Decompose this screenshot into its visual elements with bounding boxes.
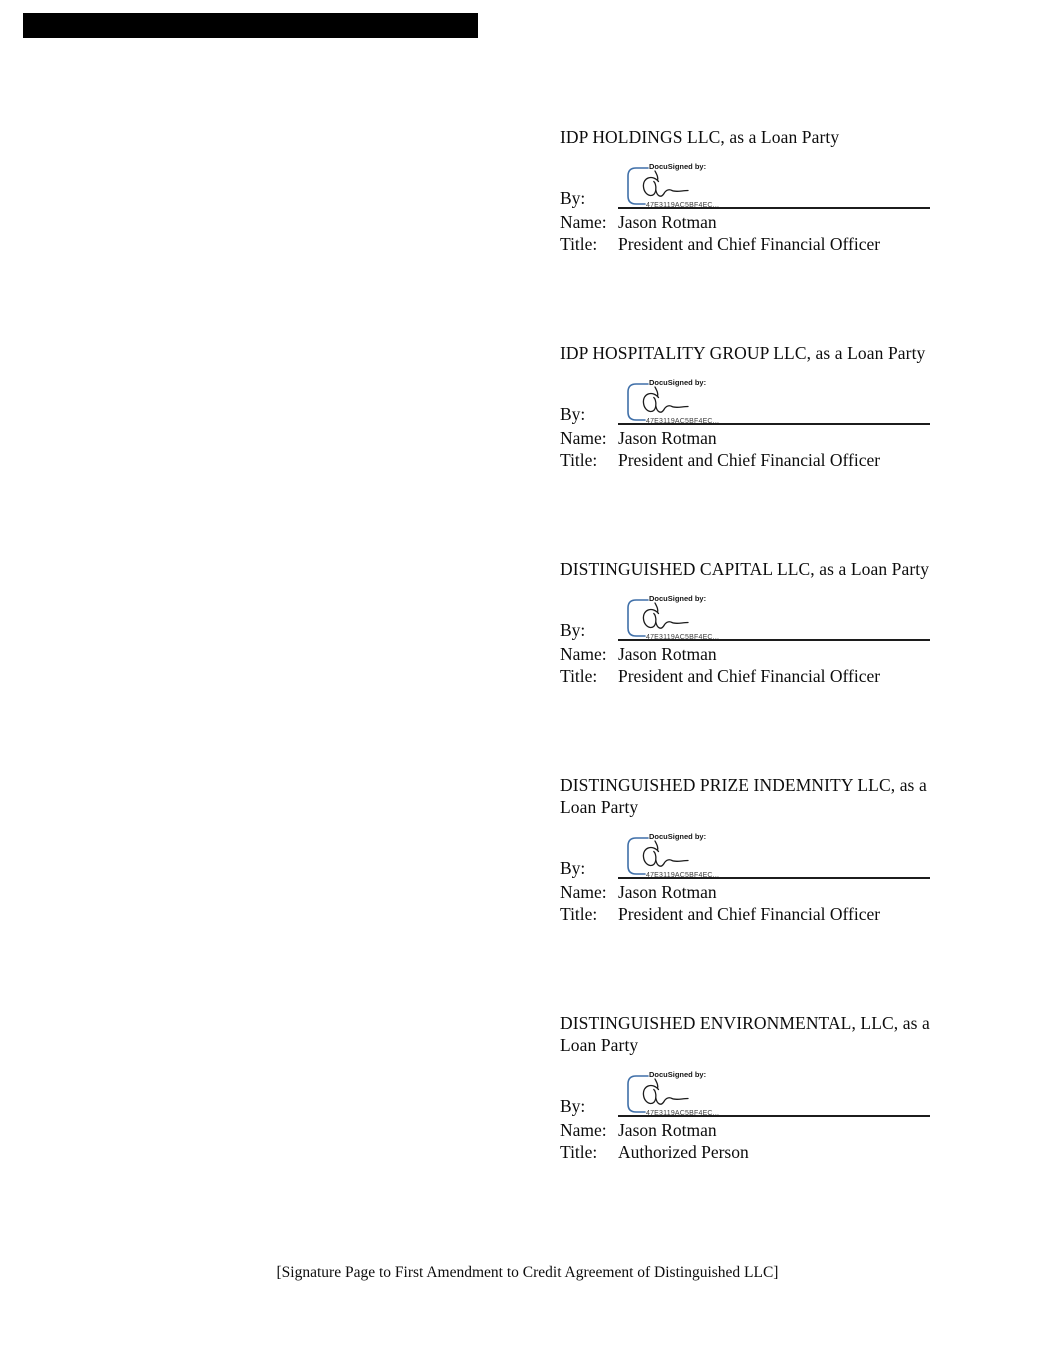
- signature-line: [618, 833, 930, 879]
- signature-scribble-icon: [643, 603, 688, 628]
- signature-scribble-icon: [643, 1079, 688, 1104]
- title-value: Authorized Person: [618, 1142, 749, 1162]
- name-value: Jason Rotman: [618, 1120, 717, 1140]
- name-value: Jason Rotman: [618, 644, 717, 664]
- docusign-bracket-icon: [628, 384, 648, 420]
- title-row: [560, 665, 940, 687]
- docusign-stamp: [622, 379, 740, 425]
- title-label: Title:: [560, 234, 598, 254]
- docusign-stamp-id: 47E3119AC5BF4EC...: [646, 202, 720, 209]
- company-name: DISTINGUISHED PRIZE INDEMNITY LLC, as a Loan Party: [560, 775, 927, 817]
- signature-block: [560, 558, 940, 687]
- footer-note: [Signature Page to First Amendment to Credit Agreement of Distinguished LLC]: [276, 1264, 779, 1281]
- name-row: [560, 643, 940, 665]
- signature-block: [560, 342, 940, 471]
- by-label: By:: [560, 620, 586, 640]
- docusign-stamp-label: DocuSigned by:: [649, 378, 707, 387]
- docusign-bracket-icon: [628, 838, 648, 874]
- name-label: Name:: [560, 428, 607, 448]
- signature-scribble-icon: [643, 171, 688, 196]
- title-label: Title:: [560, 450, 598, 470]
- signature-block: [560, 774, 940, 925]
- docusign-stamp-label: DocuSigned by:: [649, 832, 707, 841]
- signature-row: [560, 379, 940, 425]
- docusign-stamp-label: DocuSigned by:: [649, 594, 707, 603]
- docusign-stamp-label: DocuSigned by:: [649, 162, 707, 171]
- docusign-stamp-id: 47E3119AC5BF4EC...: [646, 634, 720, 641]
- by-label: By:: [560, 1096, 586, 1116]
- title-label: Title:: [560, 1142, 598, 1162]
- name-label: Name:: [560, 644, 607, 664]
- docusign-stamp-label: DocuSigned by:: [649, 1070, 707, 1079]
- name-value: Jason Rotman: [618, 882, 717, 902]
- signature-row: [560, 595, 940, 641]
- name-value: Jason Rotman: [618, 428, 717, 448]
- company-name: DISTINGUISHED CAPITAL LLC, as a Loan Party: [560, 559, 930, 579]
- signature-scribble-icon: [643, 387, 688, 412]
- company-name: IDP HOSPITALITY GROUP LLC, as a Loan Party: [560, 343, 926, 363]
- signature-row: [560, 833, 940, 879]
- name-row: [560, 1119, 940, 1141]
- signature-line: [618, 1071, 930, 1117]
- docusign-stamp: [622, 833, 740, 879]
- company-name: IDP HOLDINGS LLC, as a Loan Party: [560, 127, 840, 147]
- name-value: Jason Rotman: [618, 212, 717, 232]
- name-row: [560, 211, 940, 233]
- title-value: President and Chief Financial Officer: [618, 234, 881, 254]
- docusign-stamp-id: 47E3119AC5BF4EC...: [646, 872, 720, 879]
- signature-blocks: [560, 126, 940, 1250]
- title-row: [560, 903, 940, 925]
- by-label: By:: [560, 188, 586, 208]
- title-value: President and Chief Financial Officer: [618, 904, 881, 924]
- name-label: Name:: [560, 1120, 607, 1140]
- docusign-bracket-icon: [628, 1076, 648, 1112]
- redaction-bar: [23, 13, 478, 38]
- docusign-bracket-icon: [628, 600, 648, 636]
- signature-line: [618, 163, 930, 209]
- title-row: [560, 1141, 940, 1163]
- signature-line: [618, 379, 930, 425]
- signature-row: [560, 163, 940, 209]
- docusign-stamp-id: 47E3119AC5BF4EC...: [646, 418, 720, 425]
- docusign-stamp: [622, 595, 740, 641]
- docusign-stamp-id: 47E3119AC5BF4EC...: [646, 1110, 720, 1117]
- name-label: Name:: [560, 882, 607, 902]
- name-row: [560, 427, 940, 449]
- title-label: Title:: [560, 666, 598, 686]
- docusign-bracket-icon: [628, 168, 648, 204]
- title-row: [560, 449, 940, 471]
- docusign-stamp: [622, 1071, 740, 1117]
- signature-line: [618, 595, 930, 641]
- title-value: President and Chief Financial Officer: [618, 450, 881, 470]
- title-label: Title:: [560, 904, 598, 924]
- title-value: President and Chief Financial Officer: [618, 666, 881, 686]
- signature-scribble-icon: [643, 841, 688, 866]
- signature-row: [560, 1071, 940, 1117]
- docusign-stamp: [622, 163, 740, 209]
- company-name: DISTINGUISHED ENVIRONMENTAL, LLC, as a Loan Party: [560, 1013, 930, 1055]
- signature-block: [560, 1012, 940, 1163]
- title-row: [560, 233, 940, 255]
- by-label: By:: [560, 404, 586, 424]
- by-label: By:: [560, 858, 586, 878]
- signature-block: [560, 126, 940, 255]
- name-label: Name:: [560, 212, 607, 232]
- name-row: [560, 881, 940, 903]
